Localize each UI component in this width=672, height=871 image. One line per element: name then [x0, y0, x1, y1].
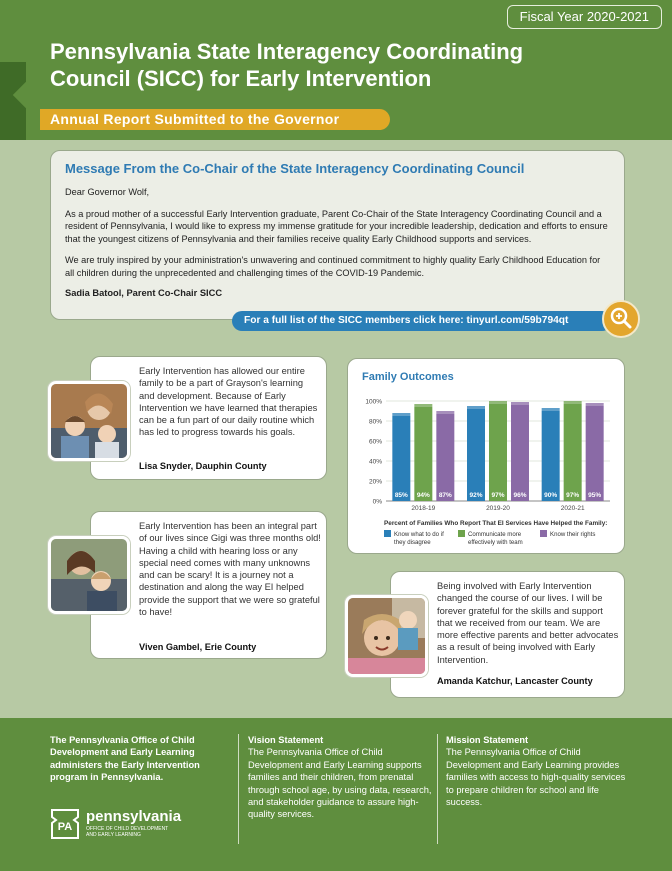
y-tick-label: 60% — [368, 438, 382, 446]
mission-text: The Pennsylvania Office of Child Development and Early Learning provides families with access to high-quality services to prepare children for school and life success. — [446, 747, 626, 808]
testimonial-author: Lisa Snyder, Dauphin County — [139, 461, 267, 471]
bar-value-label: 97% — [566, 492, 580, 499]
bar-cap — [467, 406, 485, 409]
family-photo — [48, 536, 130, 614]
y-tick-label: 80% — [368, 418, 382, 426]
report-title: Pennsylvania State Interagency Coordinating Council (SICC) for Early Intervention — [50, 39, 524, 91]
org-statement: The Pennsylvania Office of Child Development and Early Learning administers the Early Intervention program in Pennsylvania. — [50, 735, 200, 783]
bar — [564, 404, 582, 501]
legend-label: Know what to do if — [394, 531, 444, 538]
mission-column — [446, 734, 631, 808]
bar-cap — [511, 402, 529, 405]
legend-title: Percent of Families Who Report That EI Services Have Helped the Family: — [384, 520, 608, 527]
testimonial-text: Early Intervention has been an integral part of our lives since Gigi was three months old! Having a child with hearing loss or any special need comes with many unknowns and can be scary! It is a journey not a destination and along the way EI helped provide the support that we were so grateful to have! — [139, 521, 321, 618]
bar-cap — [564, 401, 582, 404]
bar-cap — [392, 413, 410, 416]
bar-value-label: 97% — [491, 492, 505, 499]
chart-title: Family Outcomes — [362, 371, 454, 383]
footer-org-column — [50, 734, 220, 842]
bar — [414, 407, 432, 501]
legend-swatch — [540, 530, 547, 537]
co-chair-message — [50, 150, 625, 320]
legend-label: they disagree — [394, 539, 431, 546]
child-photo — [345, 595, 428, 677]
bar-cap — [586, 403, 604, 406]
bar — [489, 404, 507, 501]
logo-office-name: OFFICE OF CHILD DEVELOPMENT AND EARLY LEARNING — [86, 825, 169, 838]
y-tick-label: 40% — [368, 458, 382, 466]
x-tick-label: 2019-20 — [486, 505, 510, 512]
x-tick-label: 2020-21 — [560, 505, 585, 512]
footer-divider — [437, 734, 438, 844]
bar-value-label: 95% — [588, 492, 602, 499]
vision-column — [248, 734, 433, 821]
legend-swatch — [384, 530, 391, 537]
bar-cap — [436, 411, 454, 414]
bar — [467, 409, 485, 501]
magnifier-icon[interactable] — [602, 300, 640, 338]
testimonial-author: Amanda Katchur, Lancaster County — [437, 676, 593, 686]
fiscal-year-badge: Fiscal Year 2020-2021 — [507, 5, 662, 29]
bar-value-label: 90% — [544, 492, 558, 499]
message-signature: Sadia Batool, Parent Co-Chair SICC — [65, 288, 223, 298]
vision-title: Vision Statement — [248, 735, 324, 745]
message-title: Message From the Co-Chair of the State Interagency Coordinating Council — [65, 161, 525, 176]
family-photo — [48, 381, 130, 461]
mission-title: Mission Statement — [446, 735, 529, 745]
sicc-members-link[interactable]: For a full list of the SICC members click here: tinyurl.com/59b794qt — [232, 311, 612, 331]
family-outcomes-chart — [348, 359, 626, 555]
bar-value-label: 87% — [438, 492, 452, 499]
message-paragraph: We are truly inspired by your administration's unwavering and continued commitment to highly quality Early Childhood Education for all children during the unprecedented and challenging times of the COVID-19 Pandemic. — [65, 255, 601, 278]
footer-divider — [238, 734, 239, 844]
legend-label: effectively with team — [468, 539, 523, 546]
logo-state-name: pennsylvania — [86, 807, 182, 825]
bar-value-label: 96% — [513, 492, 527, 499]
family-outcomes-card — [347, 358, 625, 554]
testimonial-author: Viven Gambel, Erie County — [139, 642, 257, 652]
y-tick-label: 20% — [368, 478, 382, 486]
bar — [586, 406, 604, 501]
bar — [392, 416, 410, 501]
report-header — [0, 0, 672, 140]
bar-value-label: 94% — [416, 492, 430, 499]
legend-label: Know their rights — [550, 531, 596, 538]
legend-label: Communicate more — [468, 531, 522, 538]
keystone-shape-icon — [0, 62, 26, 140]
footer — [0, 718, 672, 871]
report-subtitle: Annual Report Submitted to the Governor — [40, 109, 390, 130]
bar — [436, 414, 454, 501]
bar — [542, 411, 560, 501]
svg-text:PA: PA — [57, 820, 73, 833]
bar-cap — [542, 408, 560, 411]
magnifier-glyph — [604, 302, 638, 336]
y-tick-label: 0% — [372, 498, 382, 506]
bar — [511, 405, 529, 501]
keystone-logo-icon — [50, 808, 80, 840]
bar-value-label: 92% — [469, 492, 483, 499]
pa-keystone-logo — [50, 808, 220, 842]
bar-cap — [489, 401, 507, 404]
vision-text: The Pennsylvania Office of Child Development and Early Learning supports families and their children, from prenatal through school age, by using data, research, and stakeholder guidance to assure high-quality services. — [248, 747, 432, 820]
bar-cap — [414, 404, 432, 407]
legend-swatch — [458, 530, 465, 537]
message-greeting: Dear Governor Wolf, — [65, 187, 150, 197]
bar-value-label: 85% — [394, 492, 408, 499]
y-tick-label: 100% — [365, 398, 382, 406]
testimonial-text: Being involved with Early Intervention changed the course of our lives. I will be forever grateful for the skills and support that we received from our team. We are more effective parents and better advocates as a result of being involved with Early Intervention. — [437, 581, 619, 665]
message-paragraph: As a proud mother of a successful Early Intervention graduate, Parent Co-Chair of the State Interagency Coordinating Council and a resident of Pennsylvania, I would like to express my immense gratitude for your incredible leadership, dedication and efforts to ensure that the youngest citizens of Pennsylvania and their families receive quality Early Childhood supports and services. — [65, 208, 608, 244]
x-tick-label: 2018-19 — [411, 505, 436, 512]
testimonial-text: Early Intervention has allowed our entire family to be a part of Grayson's learning and development. Because of Early Intervention we have learned that therapies can be a fun part of our daily routine which has led to progress towards his goals. — [139, 366, 318, 438]
